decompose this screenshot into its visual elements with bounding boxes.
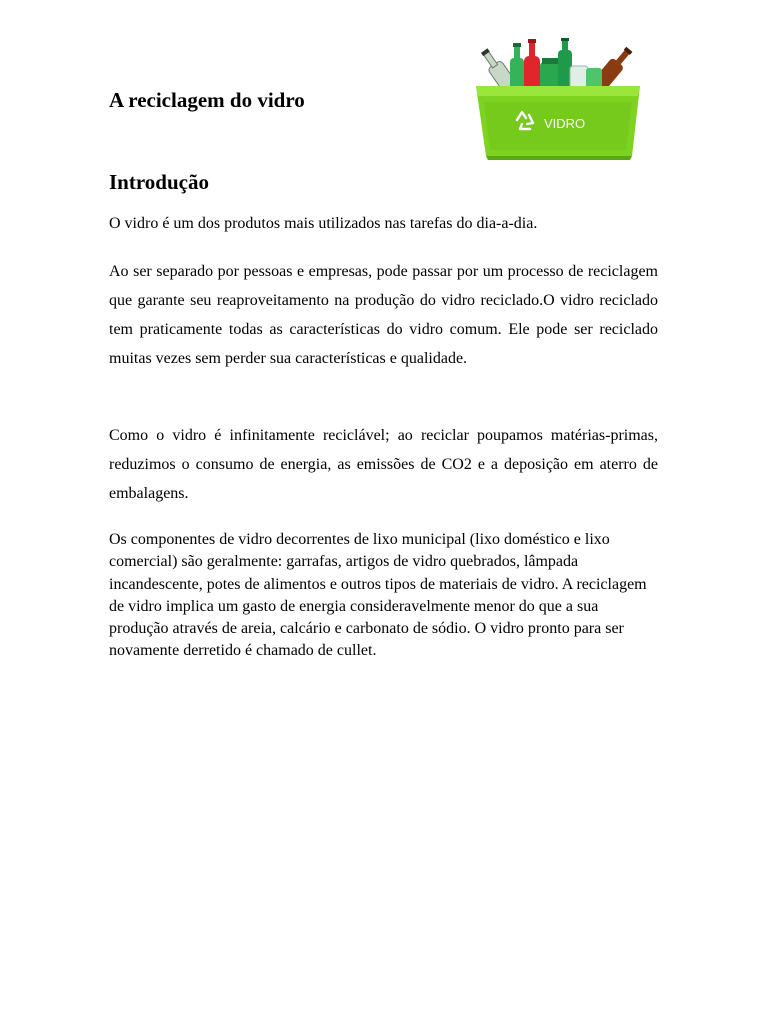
document-title: A reciclagem do vidro xyxy=(109,88,305,112)
paragraph-1: O vidro é um dos produtos mais utilizados nas tarefas do dia-a-dia. xyxy=(109,215,538,232)
section-heading-introduction: Introdução xyxy=(109,170,209,194)
paragraph-4: Os componentes de vidro decorrentes de lixo municipal (lixo doméstico e lixo comercial) são geralmente: garrafas, artigos de vidro quebrados, lâmpada incandescente, potes de alimentos e outros tipos de materiais de vidro. A reciclagem de vidro implica um gasto de energia consideravelmente menor do que a sua produção através de areia, calcário e carbonato de sódio. O vidro pronto para ser novamente derretido é chamado de cullet. xyxy=(109,531,647,660)
glass-recycling-bin-illustration xyxy=(472,36,644,160)
bin-label: VIDRO xyxy=(544,116,586,131)
recycling-bin-icon xyxy=(476,86,640,160)
paragraph-3: Como o vidro é infinitamente reciclável; ao reciclar poupamos matérias-primas, reduzimos o consumo de energia, as emissões de CO2 e a deposição em aterro de embalagens. xyxy=(109,427,658,502)
paragraph-2: Ao ser separado por pessoas e empresas, pode passar por um processo de reciclagem que garante seu reaproveitamento na produção do vidro reciclado.O vidro reciclado tem praticamente todas as características do vidro comum. Ele pode ser reciclado muitas vezes sem perder sua características e qualidade. xyxy=(109,263,658,367)
